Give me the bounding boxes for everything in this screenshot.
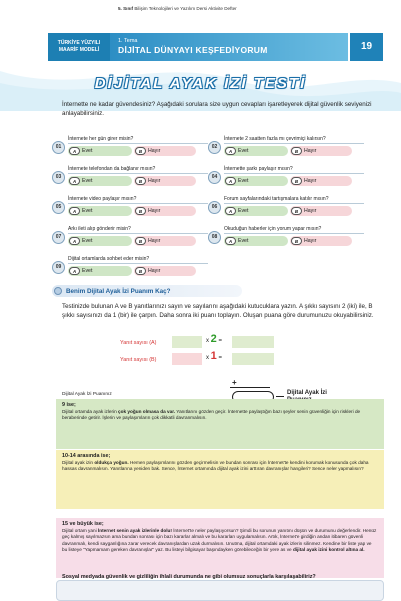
brand-logo: [48, 33, 110, 61]
option-label: Hayır: [148, 208, 161, 214]
answer-option-b[interactable]: [134, 206, 196, 216]
answer-option-b[interactable]: [134, 266, 196, 276]
option-letter: A: [69, 147, 80, 155]
question-text: Okuduğun haberler için yorum yapar mısın?: [224, 226, 322, 232]
question-number: 01: [52, 141, 65, 154]
page-title: DİJİTAL AYAK İZİ TESTİ: [94, 75, 307, 92]
answer-option-a[interactable]: [68, 236, 132, 246]
theme-title: DİJİTAL DÜNYAYI KEŞFEDİYORUM: [118, 45, 268, 55]
question-item: [208, 135, 368, 161]
plus-symbol: +: [232, 378, 237, 387]
section-title: Benim Dijital Ayak İzi Puanım Kaç?: [66, 288, 171, 295]
question-text: Dijital ortamlarda sohbet eder misin?: [68, 256, 150, 262]
option-label: Evet: [82, 148, 93, 154]
brand-line-2: MAARİF MODELİ: [58, 46, 100, 53]
answer-option-a[interactable]: [224, 176, 288, 186]
question-number: 08: [208, 231, 221, 244]
answer-option-b[interactable]: [134, 146, 196, 156]
question-text: İnternete video paylaşır mısın?: [68, 196, 137, 202]
option-letter: B: [135, 147, 146, 155]
question-number: 06: [208, 201, 221, 214]
option-label: Hayır: [148, 268, 161, 274]
question-number: 04: [208, 171, 221, 184]
divider: [68, 203, 208, 204]
times-symbol: x: [206, 338, 209, 344]
band-text-part: Yanıtlarını gözden geçir. İnternette paylaştığın bazı şeyler senin güvenliğin için riskleri de beraberinde getirir. İşlerin ve paylaşımların çok dikkatli davranmalısın.: [62, 409, 361, 421]
theme-number: 1. Tema: [118, 38, 138, 44]
answer-textarea[interactable]: [56, 580, 384, 601]
band-heading: 15 ve büyük ise;: [62, 521, 104, 527]
option-letter: A: [69, 237, 80, 245]
option-label: Evet: [82, 208, 93, 214]
multiplier-value: 2: [210, 333, 217, 345]
option-letter: B: [135, 267, 146, 275]
question-number: 02: [208, 141, 221, 154]
option-letter: A: [225, 207, 236, 215]
band-text: [62, 460, 378, 472]
question-item: [52, 195, 212, 221]
option-label: Evet: [82, 238, 93, 244]
multiplier-value: 1: [210, 350, 217, 362]
arrow-right-icon: [276, 396, 284, 397]
question-number: 05: [52, 201, 65, 214]
band-text-bold: çok yoğun olmasa da var.: [118, 409, 176, 415]
option-letter: A: [225, 237, 236, 245]
band-text: [62, 528, 378, 553]
option-label: Hayır: [304, 238, 317, 244]
answer-option-b[interactable]: [134, 236, 196, 246]
band-text-bold: oldukça yoğun.: [94, 460, 129, 466]
equals-symbol: =: [218, 355, 222, 361]
question-text: İnternette şarkı paylaşır mısın?: [224, 166, 293, 172]
question-number: 07: [52, 231, 65, 244]
option-label: Hayır: [304, 208, 317, 214]
question-item: [52, 135, 212, 161]
band-heading: 10-14 arasında ise;: [62, 453, 111, 459]
answer-option-b[interactable]: [290, 206, 352, 216]
question-number: 03: [52, 171, 65, 184]
calc-label-a: Yanıt sayısı (A): [120, 340, 157, 346]
course-name: Bilişim Teknolojileri ve Yazılım Dersi Aktivite Defter: [134, 6, 237, 11]
answer-option-a[interactable]: [224, 236, 288, 246]
result-b-field[interactable]: [232, 353, 274, 365]
band-text-bold: dijital ayak izini kontrol altına al.: [292, 546, 365, 552]
option-label: Hayır: [148, 148, 161, 154]
answer-count-b-field[interactable]: [172, 353, 202, 365]
band-text: [62, 409, 378, 421]
divider: [224, 203, 364, 204]
page-header: [0, 33, 401, 61]
answer-option-a[interactable]: [224, 146, 288, 156]
page-number: 19: [348, 33, 383, 61]
intro-text: İnternette ne kadar güvendesiniz? Aşağıdaki sorulara size uygun cevapları işaretleyerek dijital güvenlik seviyenizi anlayabilirsiniz.: [62, 101, 372, 117]
band-text-bold: İnternet senin ayak izlerinle dolu!: [97, 528, 172, 534]
question-item: [208, 225, 368, 251]
score-band-10-14: [56, 450, 384, 509]
multiplier-b: [206, 350, 222, 362]
option-label: Hayır: [148, 178, 161, 184]
answer-option-a[interactable]: [68, 206, 132, 216]
option-letter: B: [135, 207, 146, 215]
option-label: Evet: [82, 268, 93, 274]
band-text-part: Dijital ayak izin: [62, 460, 95, 466]
answer-option-a[interactable]: [68, 176, 132, 186]
course-grade: 5. Sınıf: [118, 6, 134, 11]
brand-line-1: TÜRKİYE YÜZYILI: [57, 40, 101, 46]
divider: [68, 233, 208, 234]
option-letter: B: [291, 237, 302, 245]
option-letter: A: [69, 177, 80, 185]
multiplier-a: [206, 333, 222, 345]
question-text: İnternete her gün girer misin?: [68, 136, 134, 142]
theme-bar: [110, 33, 348, 61]
option-letter: B: [291, 177, 302, 185]
answer-option-a[interactable]: [68, 146, 132, 156]
option-letter: A: [69, 267, 80, 275]
course-line: [118, 6, 237, 11]
calc-label-b: Yanıt sayısı (B): [120, 357, 157, 363]
score-band-9: [56, 399, 384, 449]
answer-count-a-field[interactable]: [172, 336, 202, 348]
option-label: Evet: [238, 148, 249, 154]
option-letter: A: [225, 147, 236, 155]
question-item: [208, 195, 368, 221]
option-letter: B: [135, 237, 146, 245]
divider: [68, 143, 208, 144]
band-text-part: Dijital ortamda ayak izlerin: [62, 409, 119, 415]
result-label-line-1: Dijital Ayak İzi: [287, 390, 327, 396]
divider: [224, 143, 364, 144]
question-text: İnternete telefondan da bağlanır mısın?: [68, 166, 156, 172]
answer-option-b[interactable]: [290, 176, 352, 186]
question-number: 09: [52, 261, 65, 274]
instructions-text: Testinizde bulunan A ve B yanıtlarınızı sayın ve sayılarını aşağıdaki kutucuklara yazın. A şıkkı sayısını 2 (iki) ile, B şıkkı sayısınızı da 1 (bir) ile çarpın. Daha sonra iki puanı toplayın. Oluşan puana göre durumunuzu okuyabilirsiniz.: [62, 303, 374, 319]
bullet-icon: [54, 287, 62, 295]
option-letter: A: [225, 177, 236, 185]
times-symbol: x: [206, 355, 209, 361]
option-label: Hayır: [304, 178, 317, 184]
band-text-part: Dijital ortam yani: [62, 528, 98, 534]
equals-symbol: =: [218, 338, 222, 344]
question-item: [52, 165, 212, 191]
answer-option-b[interactable]: [134, 176, 196, 186]
option-label: Evet: [82, 178, 93, 184]
option-label: Hayır: [304, 148, 317, 154]
answer-option-b[interactable]: [290, 146, 352, 156]
option-letter: B: [291, 147, 302, 155]
band-text-part: Hemen paylaşımlarını gözden geçirmelisin ve bundan sonrası için İnternet'te kendini korumak konusunda çok daha hassas davranmalısın. Yanıtlarına yeniden bak. Sence, İnternet ortamında dijital ayak izini arttıran davranışlar hangileri? Sence neler yapmalısın?: [62, 460, 369, 472]
question-item: [52, 255, 212, 281]
bottom-question: Sosyal medyada güvenlik ve gizliliğin ihlali durumunda ne gibi olumsuz sonuçlarla karşılaşabiliriz?: [62, 574, 316, 580]
answer-option-b[interactable]: [290, 236, 352, 246]
sum-line: [230, 387, 270, 388]
answer-option-a[interactable]: [224, 206, 288, 216]
question-text: Forum sayfalarındaki tartışmalara katılır mısın?: [224, 196, 329, 202]
divider: [68, 173, 208, 174]
option-label: Hayır: [148, 238, 161, 244]
band-text-part: İnternet'te neler paylaşıyorsun? Şimdi bu sorunun yanıtını düşün ve durumunu değerlendir. Henüz geç kalmış sayılmazsın ama bundan sonrası için bazı kararlar almalı ve bu kararları uygulamalısın. Artık, İnternet'e girdiğin andan itibaren güvenli davranmalı, kendi sayganlığına zarar verecek davranışlardan uzak durmalısın. Unutma, dijital ortamdaki ayak izlerin silinmez. Kendine bir liste yap ve bu listeye "Yapmamam gereken davranışlar" yaz. Bu listeyi bilgisayar başındayken görebileceğin bir yere as ve: [62, 528, 377, 552]
divider: [68, 263, 208, 264]
answer-option-a[interactable]: [68, 266, 132, 276]
question-item: [52, 225, 212, 251]
score-band-15-plus: [56, 518, 384, 578]
question-text: İnternete 2 saatten fazla mı çevrimiçi kalırsın?: [224, 136, 326, 142]
option-label: Evet: [238, 238, 249, 244]
option-letter: A: [69, 207, 80, 215]
option-label: Evet: [238, 208, 249, 214]
divider: [224, 173, 364, 174]
score-label: Dijital Ayak İzi Puanınız: [62, 392, 112, 397]
option-letter: B: [291, 207, 302, 215]
option-label: Evet: [238, 178, 249, 184]
divider: [224, 233, 364, 234]
question-text: Arkı ileti alıp gönderir misin?: [68, 226, 131, 232]
result-a-field[interactable]: [232, 336, 274, 348]
band-heading: 9 ise;: [62, 402, 76, 408]
question-item: [208, 165, 368, 191]
option-letter: B: [135, 177, 146, 185]
